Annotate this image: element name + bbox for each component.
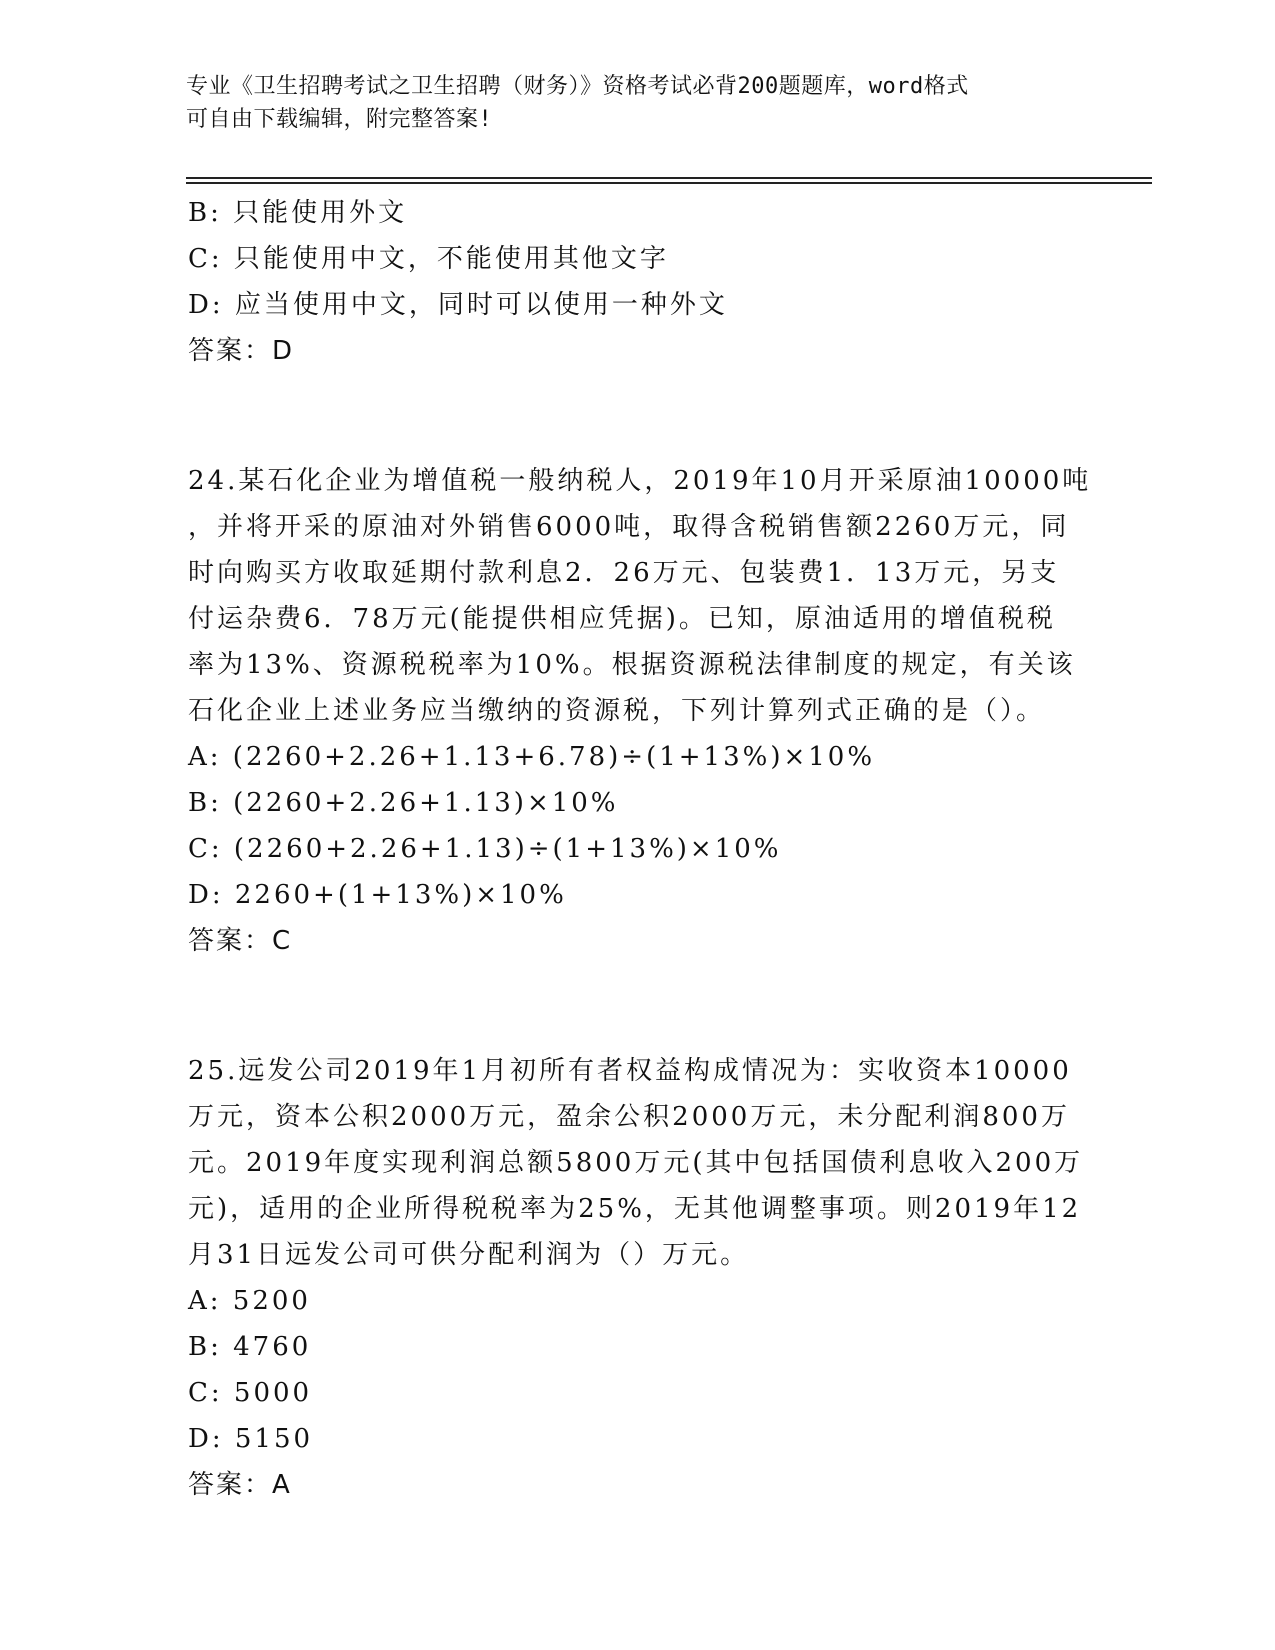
question-text-line: 月31日远发公司可供分配利润为（）万元。 <box>188 1240 750 1270</box>
header-divider-top <box>186 177 1152 179</box>
question-text-line: 元。2019年度实现利润总额5800万元(其中包括国债利息收入200万 <box>188 1148 1084 1178</box>
option-a: A: 5200 <box>188 1286 311 1316</box>
option-d: D: 5150 <box>188 1424 314 1454</box>
question-24 <box>188 458 1092 964</box>
option-c: C: (2260+2.26+1.13)÷(1+13%)×10% <box>188 834 782 864</box>
option-c: C: 只能使用中文，不能使用其他文字 <box>188 244 669 274</box>
header-line-1: 专业《卫生招聘考试之卫生招聘（财务）》资格考试必背200题题库，word格式 <box>186 74 969 99</box>
question-text-line: 石化企业上述业务应当缴纳的资源税，下列计算列式正确的是（）。 <box>188 696 1046 726</box>
spacer <box>188 964 1068 1048</box>
option-d: D: 应当使用中文，同时可以使用一种外文 <box>188 290 728 320</box>
option-d: D: 2260+(1+13%)×10% <box>188 880 567 910</box>
option-b: B: 4760 <box>188 1332 312 1362</box>
question-text-line: 25.远发公司2019年1月初所有者权益构成情况为：实收资本10000 <box>188 1056 1072 1086</box>
question-text-line: 率为13%、资源税税率为10%。根据资源税法律制度的规定，有关该 <box>188 650 1076 680</box>
question-23-tail <box>188 190 1068 374</box>
question-text-line: 万元，资本公积2000万元，盈余公积2000万元，未分配利润800万 <box>188 1102 1070 1132</box>
document-header <box>186 70 1066 136</box>
option-a: A: (2260+2.26+1.13+6.78)÷(1+13%)×10% <box>188 742 876 772</box>
answer-line: 答案：C <box>188 926 293 956</box>
answer-line: 答案：D <box>188 336 295 366</box>
question-25 <box>188 1048 1084 1508</box>
spacer <box>188 374 1068 458</box>
header-line-2: 可自由下载编辑，附完整答案! <box>186 107 493 132</box>
option-b: B: 只能使用外文 <box>188 198 408 228</box>
option-c: C: 5000 <box>188 1378 313 1408</box>
option-b: B: (2260+2.26+1.13)×10% <box>188 788 619 818</box>
page-content <box>188 190 1092 1508</box>
answer-line: 答案：A <box>188 1470 292 1500</box>
question-text-line: 时向购买方收取延期付款利息2．26万元、包装费1．13万元，另支 <box>188 558 1060 588</box>
question-text-line: 24.某石化企业为增值税一般纳税人，2019年10月开采原油10000吨 <box>188 466 1092 496</box>
question-text-line: 付运杂费6．78万元(能提供相应凭据)。已知，原油适用的增值税税 <box>188 604 1056 634</box>
question-text-line: 元)，适用的企业所得税税率为25%，无其他调整事项。则2019年12 <box>188 1194 1082 1224</box>
header-divider-bottom <box>186 182 1152 184</box>
question-text-line: ，并将开采的原油对外销售6000吨，取得含税销售额2260万元，同 <box>188 512 1070 542</box>
